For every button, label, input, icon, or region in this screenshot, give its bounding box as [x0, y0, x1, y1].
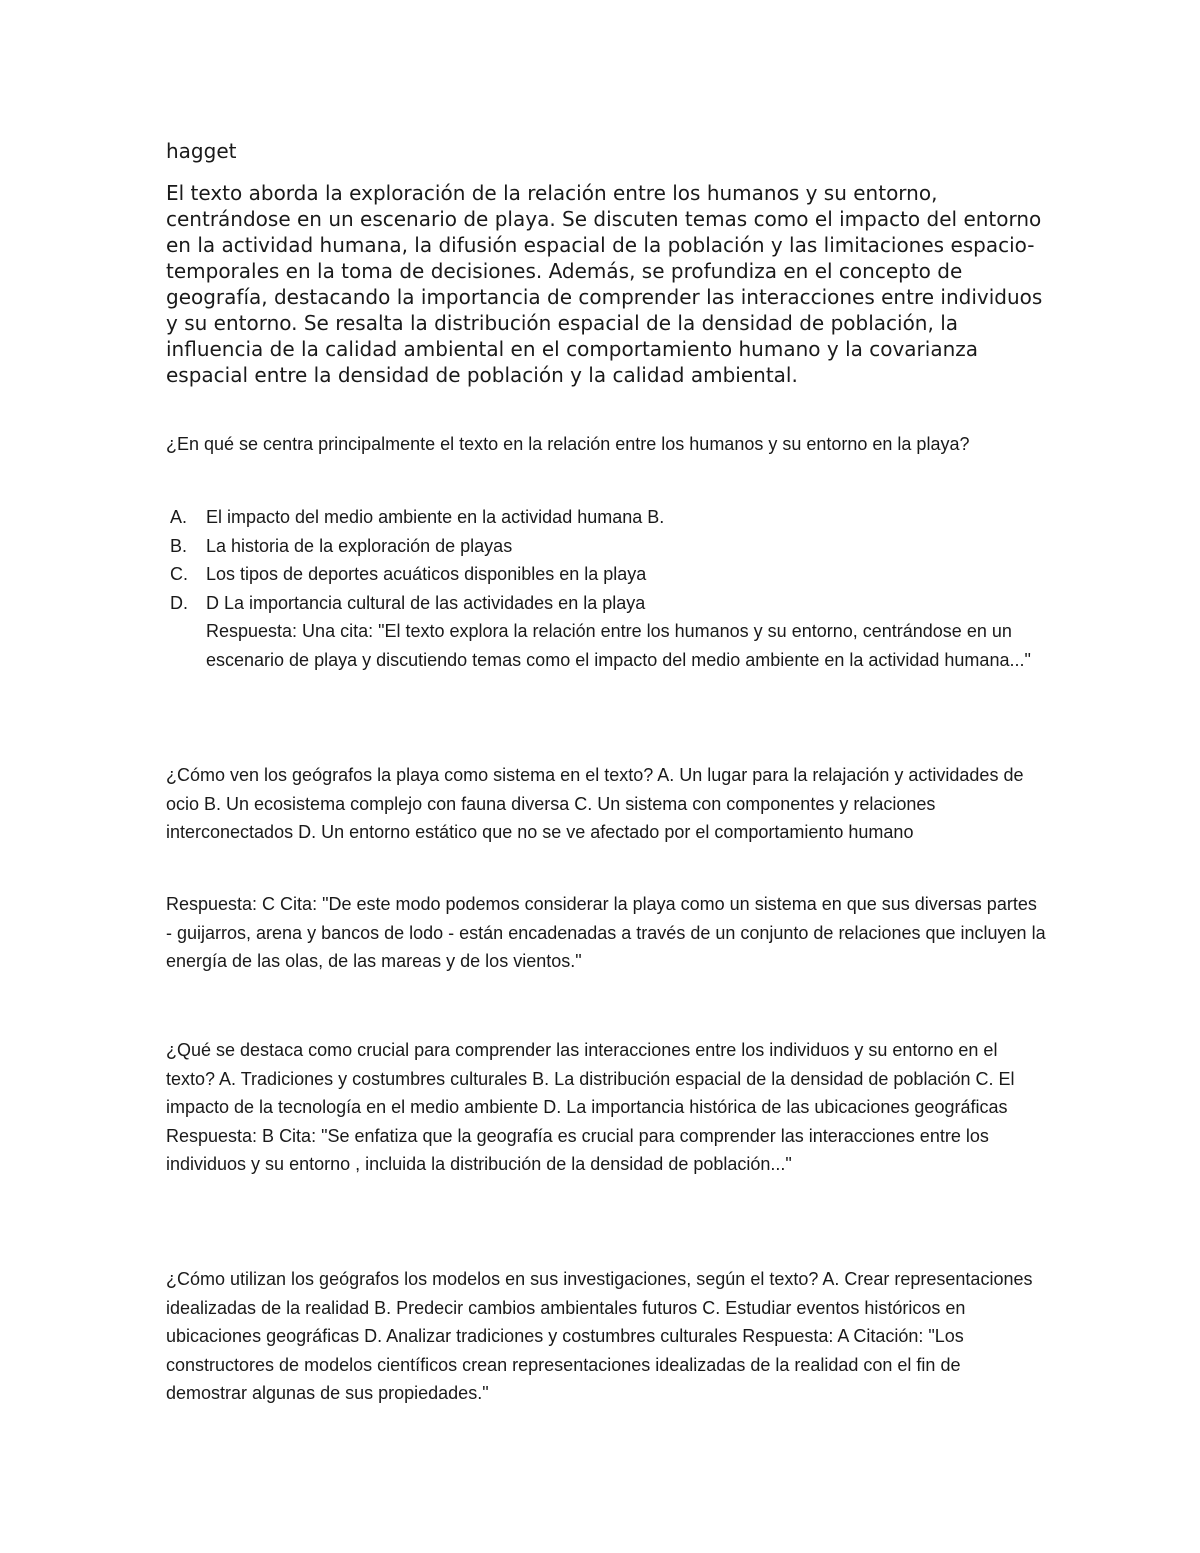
option-text: Los tipos de deportes acuáticos disponibles en la playa	[206, 564, 647, 584]
question-2: ¿Cómo ven los geógrafos la playa como sistema en el texto? A. Un lugar para la relajación y actividades de ocio B. Un ecosistema complejo con fauna diversa C. Un sistema con componentes y relaciones interconectados D. Un entorno estático que no se ve afectado por el comportamiento humano	[166, 765, 1024, 842]
question-4: ¿Cómo utilizan los geógrafos los modelos en sus investigaciones, según el texto? A. Crear representaciones idealizadas de la realidad B. Predecir cambios ambientales futuros C. Estudiar eventos históricos en ubicaciones geográficas D. Analizar tradiciones y costumbres culturales Respuesta: A Citación: "Los constructores de modelos científicos crean representaciones idealizadas de la realidad con el fin de demostrar algunas de sus propiedades."	[166, 1269, 1033, 1403]
option-letter: B.	[170, 535, 188, 556]
question-1-answer: Respuesta: Una cita: "El texto explora la relación entre los humanos y su entorno, centrándose en un escenario de playa y discutiendo temas como el impacto del medio ambiente en la actividad humana..."	[206, 621, 1031, 670]
option-text: El impacto del medio ambiente en la actividad humana B.	[206, 507, 665, 527]
summary-paragraph: El texto aborda la exploración de la relación entre los humanos y su entorno, centrándose en un escenario de playa. Se discuten temas como el impacto del entorno en la actividad humana, la difusión espacial de la población y las limitaciones espacio-temporales en la toma de decisiones. Además, se profundiza en el concepto de geografía, destacando la importancia de comprender las interacciones entre individuos y su entorno. Se resalta la distribución espacial de la densidad de población, la influencia de la calidad ambiental en el comportamiento humano y la covarianza espacial entre la densidad de población y la calidad ambiental.	[166, 181, 1043, 387]
question-1-options	[166, 503, 1046, 617]
option-d	[166, 589, 1046, 618]
option-text: D La importancia cultural de las actividades en la playa	[206, 592, 646, 613]
option-text: La historia de la exploración de playas	[206, 535, 513, 556]
question-3: ¿Qué se destaca como crucial para comprender las interacciones entre los individuos y su entorno en el texto? A. Tradiciones y costumbres culturales B. La distribución espacial de la densidad de población C. El impacto de la tecnología en el medio ambiente D. La importancia histórica de las ubicaciones geográficas Respuesta: B Cita: "Se enfatiza que la geografía es crucial para comprender las interacciones entre los individuos y su entorno , incluida la distribución de la densidad de población..."	[166, 1040, 1015, 1174]
option-c	[166, 560, 1046, 589]
option-b	[166, 532, 1046, 561]
option-letter: C.	[170, 564, 188, 584]
question-2-answer: Respuesta: C Cita: "De este modo podemos considerar la playa como un sistema en que sus diversas partes - guijarros, arena y bancos de lodo - están encadenadas a través de un conjunto de relaciones que incluyen la energía de las olas, de las mareas y de los vientos."	[166, 894, 1046, 971]
document-title: hagget	[166, 139, 237, 163]
option-a	[166, 503, 1046, 532]
option-letter: A.	[170, 507, 188, 527]
question-1: ¿En qué se centra principalmente el texto en la relación entre los humanos y su entorno en la playa?	[166, 434, 970, 454]
option-letter: D.	[170, 592, 188, 613]
